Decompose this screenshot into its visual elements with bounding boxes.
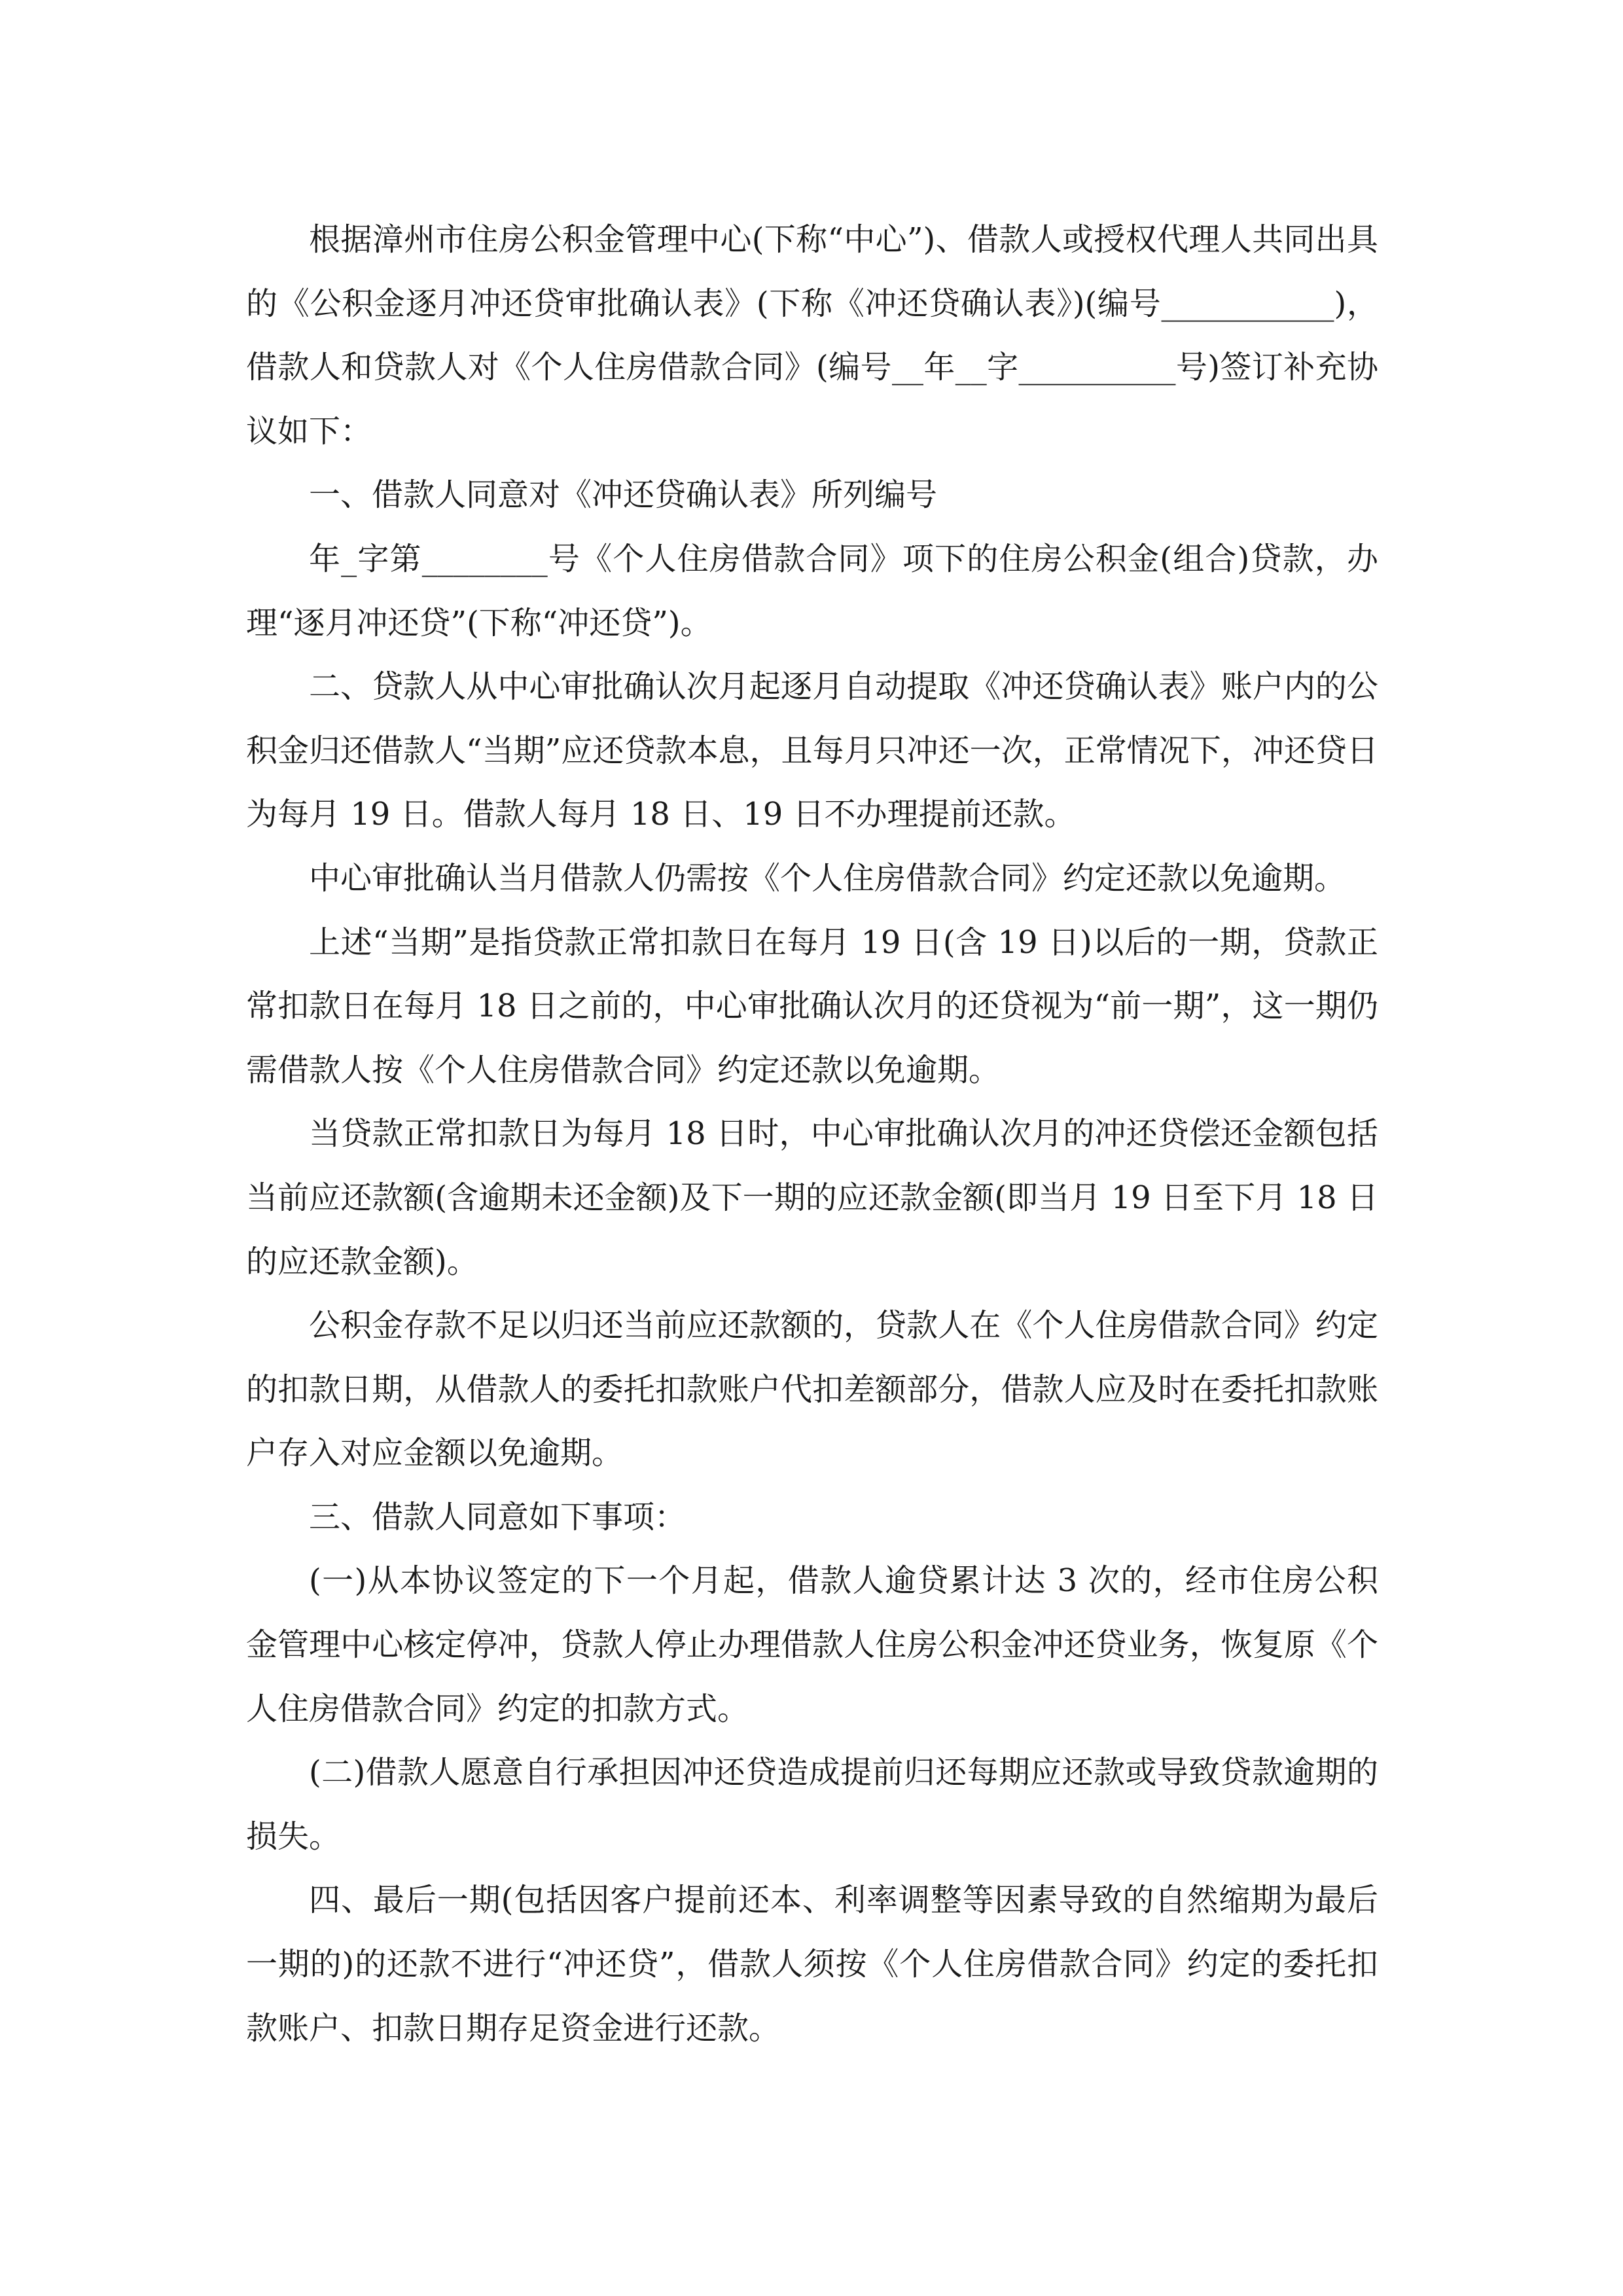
paragraph-clause-4: 四、最后一期(包括因客户提前还本、利率调整等因素导致的自然缩期为最后一期的)的还款不进行“冲还贷”，借款人须按《个人住房借款合同》约定的委托扣款账户、扣款日期存足资金进行还款。 xyxy=(246,1882,1378,2047)
paragraph-clause-2: 二、贷款人从中心审批确认次月起逐月自动提取《冲还贷确认表》账户内的公积金归还借款人“当期”应还贷款本息，且每月只冲还一次，正常情况下，冲还贷日为每月 19 日。借款人每月 18 日、19 日不办理提前还款。 xyxy=(246,668,1378,833)
paragraph-clause-3: 三、借款人同意如下事项： xyxy=(309,1498,687,1535)
paragraph-clause-2-note-2: 上述“当期”是指贷款正常扣款日在每月 19 日(含 19 日)以后的一期，贷款正常扣款日在每月 18 日之前的，中心审批确认次月的还贷视为“前一期”，这一期仍需借款人按《个人住房借款合同》约定还款以免逾期。 xyxy=(246,924,1378,1088)
paragraph-intro: 根据漳州市住房公积金管理中心(下称“中心”)、借款人或授权代理人共同出具的《公积金逐月冲还贷审批确认表》(下称《冲还贷确认表》)(编号___________)，借款人和贷款人对《个人住房借款合同》(编号__年__字__________号)签订补充协议如下： xyxy=(246,221,1378,450)
paragraph-clause-2-note-3: 当贷款正常扣款日为每月 18 日时，中心审批确认次月的冲还贷偿还金额包括当前应还款额(含逾期未还金额)及下一期的应还款金额(即当月 19 日至下月 18 日的应还款金额)。 xyxy=(246,1115,1378,1280)
paragraph-clause-2-note-1: 中心审批确认当月借款人仍需按《个人住房借款合同》约定还款以免逾期。 xyxy=(309,859,1346,897)
paragraph-clause-1-detail: 年_字第________号《个人住房借款合同》项下的住房公积金(组合)贷款，办理“逐月冲还贷”(下称“冲还贷”)。 xyxy=(246,540,1378,641)
paragraph-clause-3-item-2: (二)借款人愿意自行承担因冲还贷造成提前归还每期应还款或导致贷款逾期的损失。 xyxy=(246,1754,1378,1855)
paragraph-clause-3-item-1: (一)从本协议签定的下一个月起，借款人逾贷累计达 3 次的，经市住房公积金管理中心核定停冲，贷款人停止办理借款人住房公积金冲还贷业务，恢复原《个人住房借款合同》约定的扣款方式。 xyxy=(246,1562,1378,1727)
paragraph-clause-1: 一、借款人同意对《冲还贷确认表》所列编号 xyxy=(309,476,938,514)
document-body xyxy=(246,208,1378,2060)
paragraph-clause-2-note-4: 公积金存款不足以归还当前应还款额的，贷款人在《个人住房借款合同》约定的扣款日期，从借款人的委托扣款账户代扣差额部分，借款人应及时在委托扣款账户存入对应金额以免逾期。 xyxy=(246,1307,1378,1472)
